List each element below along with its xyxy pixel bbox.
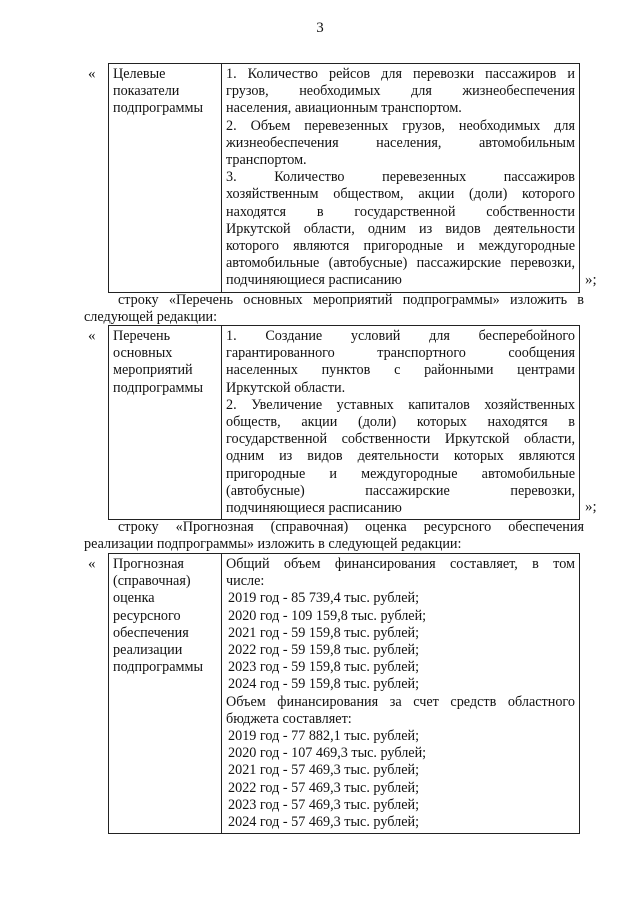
total-funding-2022: 2022 год - 59 159,8 тыс. рублей; xyxy=(228,642,420,659)
opening-quote: « xyxy=(88,556,96,572)
regional-funding-2019: 2019 год - 77 882,1 тыс. рублей; xyxy=(228,728,420,745)
closing-quote: »; xyxy=(585,499,597,515)
total-funding-2021: 2021 год - 59 159,8 тыс. рублей; xyxy=(228,624,420,641)
main-activities-content: 1. Создание условий для бесперебойного гарантированного транспортного сообщения населенных пунктов с районными центрами Иркутской области. 2. Увеличение уставных капиталов хозяйственных обществ, акции (доли) которых находятся в государственной собственности Иркутской области, одним из видов деятельности которых являются пригородные и междугородные автомобильные (автобусные) пассажирские перевозки, подчиняющиеся расписанию xyxy=(222,326,580,520)
total-funding-2019: 2019 год - 85 739,4 тыс. рублей; xyxy=(228,590,420,607)
main-activities-label: Перечень основных мероприятий подпрограммы xyxy=(109,326,222,520)
total-funding-intro: Общий объем финансирования составляет, в том xyxy=(226,556,575,572)
target-indicators-content: 1. Количество рейсов для перевозки пассажиров и грузов, необходимых для жизнеобеспечения населения, авиационным транспортом. 2. Объем перевезенных грузов, необходимых для жизнеобеспечения населения, автомобильным транспортом. 3. Количество перевезенных пассажиров хозяйственным обществом, акции (доли) которого находятся в государственной собственности Иркутской области, одним из видов деятельности которого являются пригородные и междугородные автомобильные (автобусные) пассажирские перевозки, подчиняющиеся расписанию xyxy=(222,64,580,293)
regional-funding-2023: 2023 год - 57 469,3 тыс. рублей; xyxy=(228,796,420,813)
regional-funding-2020: 2020 год - 107 469,3 тыс. рублей; xyxy=(228,745,427,762)
regional-funding-2024: 2024 год - 57 469,3 тыс. рублей; xyxy=(228,814,420,831)
resource-estimate-table xyxy=(108,553,580,834)
resource-estimate-label: Прогнозная (справочная) оценка ресурсного обеспечения реализации подпрограммы xyxy=(109,554,222,834)
target-indicators-table xyxy=(108,63,580,293)
instruction-paragraph-1: строку «Перечень основных мероприятий подпрограммы» изложить в следующей редакции: xyxy=(84,292,584,326)
main-activities-table xyxy=(108,325,580,520)
target-indicators-label: Целевые показатели подпрограммы xyxy=(109,64,222,293)
total-funding-2023: 2023 год - 59 159,8 тыс. рублей; xyxy=(228,659,420,676)
closing-quote: »; xyxy=(585,272,597,288)
opening-quote: « xyxy=(88,66,96,82)
total-funding-2024: 2024 год - 59 159,8 тыс. рублей; xyxy=(228,676,420,693)
page-number: 3 xyxy=(316,20,324,36)
regional-funding-2021: 2021 год - 57 469,3 тыс. рублей; xyxy=(228,762,420,779)
regional-funding-2022: 2022 год - 57 469,3 тыс. рублей; xyxy=(228,779,420,796)
opening-quote: « xyxy=(88,328,96,344)
total-funding-2020: 2020 год - 109 159,8 тыс. рублей; xyxy=(228,607,427,624)
instruction-paragraph-2: строку «Прогнозная (справочная) оценка ресурсного обеспечения реализации подпрограммы» изложить в следующей редакции: xyxy=(84,519,584,553)
regional-funding-intro: Объем финансирования за счет средств областного xyxy=(226,693,575,710)
resource-estimate-content: Общий объем финансирования составляет, в том числе: 2019 год - 85 739,4 тыс. рублей; 2020 год - 109 159,8 тыс. рублей; 2021 год - 59 159,8 тыс. рублей; 2022 год - 59 159,8 тыс. рублей; 2023 год - 59 159,8 тыс. рублей; 2024 год - 59 159,8 тыс. рублей; Объем финансирования за счет средств областного бюджета составляет: 2019 год - 77 882,1 тыс. рублей; 2020 год - 107 469,3 тыс. рублей; 2021 год - 57 469,3 тыс. рублей; 2022 год - 57 469,3 тыс. рублей; 2023 год - 57 469,3 тыс. рублей; 2024 год - 57 469,3 тыс. рублей; xyxy=(222,554,580,834)
